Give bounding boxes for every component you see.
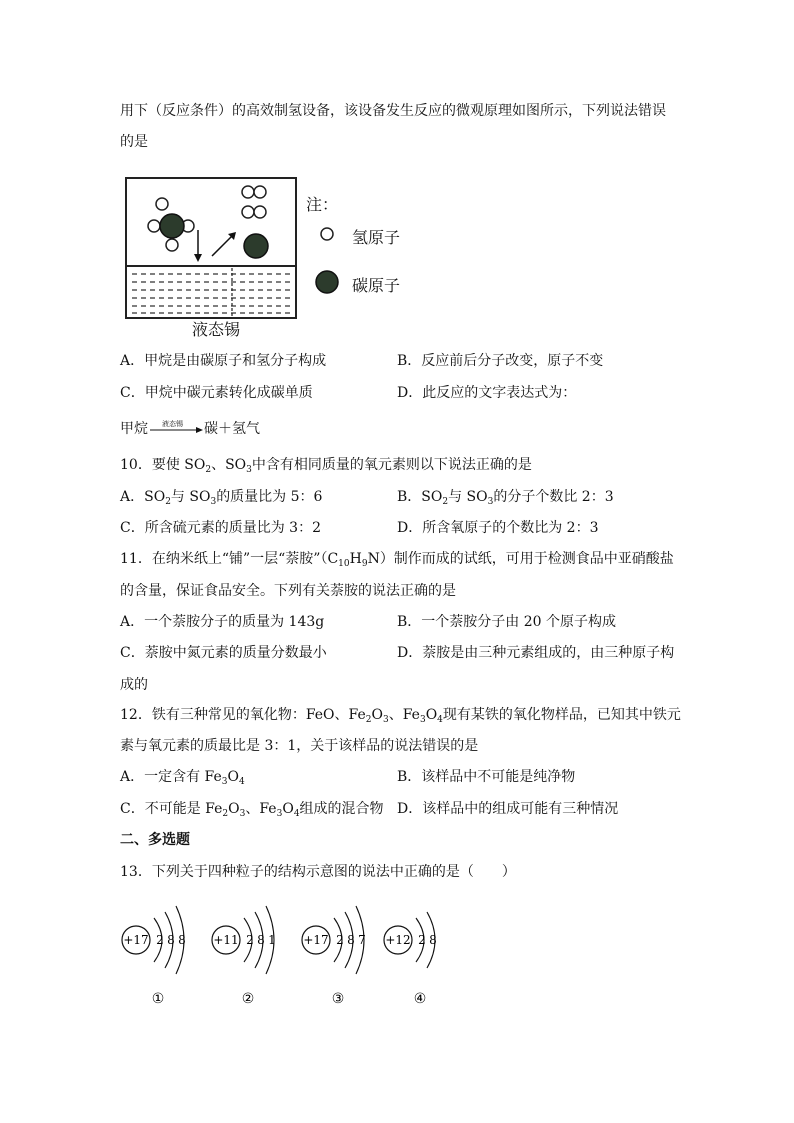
q10-a-mid: 与 SO xyxy=(170,489,211,505)
q13-stem: 13．下列关于四种粒子的结构示意图的说法中正确的是（ ） xyxy=(120,864,516,880)
q11-stem-post: N）制作而成的试纸，可用于检测食品中亚硝酸盐 xyxy=(367,551,674,567)
q11-option-b: B．一个萘胺分子由 20 个原子构成 xyxy=(397,614,617,630)
q12-sep: 、Fe xyxy=(388,707,420,723)
q11-stem-line1 xyxy=(120,549,674,569)
q12-sub4: 4 xyxy=(437,715,443,725)
q12-stem-line2: 素与氧元素的质最比是 3：1，关于该样品的说法错误的是 xyxy=(120,738,479,754)
q12-a-sub1: 3 xyxy=(221,777,228,787)
legend-carbon-label: 碳原子 xyxy=(352,276,401,295)
q12-c-post: 组成的混合物 xyxy=(299,801,384,817)
q10-stem-mid: 、SO xyxy=(211,457,247,473)
q11-stem-pre: 11．在纳米纸上“铺”一层“萘胺”（C xyxy=(120,551,339,567)
q9-equation xyxy=(120,419,260,439)
particle-3 xyxy=(302,906,366,1007)
q9-option-a: A．甲烷是由碳原子和氢分子构成 xyxy=(120,353,327,369)
legend-hydrogen-icon xyxy=(321,228,333,240)
electron-count: 8 xyxy=(257,933,265,947)
nucleus-charge: +12 xyxy=(385,933,411,947)
particle-label: ④ xyxy=(413,991,427,1007)
q10-b-post: 的分子个数比 2：3 xyxy=(493,489,614,505)
electron-count: 7 xyxy=(358,933,366,947)
q12-c-sub1: 2 xyxy=(222,809,229,819)
particles-svg xyxy=(110,895,470,1015)
q12-stem-line1 xyxy=(120,705,681,725)
q10-a-post: 的质量比为 5：6 xyxy=(216,489,323,505)
q12-sub3: 3 xyxy=(419,715,426,725)
q11-option-d-line2: 成的 xyxy=(120,677,148,693)
eq-condition: 液态锡 xyxy=(162,420,183,428)
liquid-dashes xyxy=(132,274,290,313)
q10-option-b: B．$SO_2$与 $SO_3$的分子个数比 2：3 xyxy=(397,489,614,507)
eq-products: 碳＋氢气 xyxy=(204,421,260,437)
nucleus-charge: +11 xyxy=(213,933,239,947)
nucleus-charge: +17 xyxy=(303,933,329,947)
q12-option-d: D．该样品中的组成可能有三种情况 xyxy=(397,801,619,817)
electron-count: 8 xyxy=(167,933,175,947)
legend-note: 注： xyxy=(306,195,339,214)
q11-option-a: A．一个萘胺分子的质量为 143g xyxy=(120,614,325,630)
q10-option-c: C．所含硫元素的质量比为 3：2 xyxy=(120,520,321,536)
liquid-tin-label: 液态锡 xyxy=(192,320,241,339)
q11-stem-line2: 的含量，保证食品安全。下列有关萘胺的说法正确的是 xyxy=(120,583,456,599)
q9-option-b: B．反应前后分子改变，原子不变 xyxy=(397,353,604,369)
particle-label: ② xyxy=(241,991,255,1007)
q9-option-c: C．甲烷中碳元素转化成碳单质 xyxy=(120,385,313,401)
nucleus-charge: +17 xyxy=(123,933,149,947)
electron-count: 8 xyxy=(178,933,186,947)
electron-count: 2 xyxy=(246,933,254,947)
up-arrow xyxy=(212,236,232,256)
q12-c-pre: C．不可能是 Fe xyxy=(120,801,223,817)
q12-option-c xyxy=(120,799,384,819)
electron-count: 2 xyxy=(418,933,426,947)
electron-count: 2 xyxy=(336,933,344,947)
q11-option-d-line1: D．萘胺是由三种元素组成的，由三种原子构 xyxy=(397,645,675,661)
container-box xyxy=(126,178,296,318)
q12-a-pre: A．一定含有 Fe xyxy=(120,769,222,785)
electron-count: 8 xyxy=(429,933,437,947)
q12-c-sub4: 4 xyxy=(293,809,300,819)
q9-option-d: D．此反应的文字表达式为： xyxy=(397,385,577,401)
q12-option-a xyxy=(120,767,245,787)
q12-sub2: 3 xyxy=(382,715,389,725)
particle-2 xyxy=(212,906,276,1007)
hydrogen-molecules xyxy=(242,186,266,218)
particle-4 xyxy=(384,912,437,1007)
q9-reaction-figure xyxy=(120,170,420,340)
methane-molecule xyxy=(148,198,194,251)
electron-count: 2 xyxy=(156,933,164,947)
particle-1 xyxy=(122,906,186,1007)
q11-sub-h: 9 xyxy=(361,559,368,569)
q11-sub-c: 10 xyxy=(338,559,350,569)
q10-stem-post: 中含有相同质量的氧元素则以下说法正确的是 xyxy=(251,457,532,473)
q12-a-o: O xyxy=(227,769,240,785)
q12-c-sub2: 3 xyxy=(239,809,246,819)
section-title: 二、多选题 xyxy=(120,832,190,848)
q10-b-pre: B．SO xyxy=(397,489,443,505)
q10-a-pre: A．SO xyxy=(120,489,166,505)
q10-option-a: A．$SO_2$与 $SO_3$的质量比为 5：6 xyxy=(120,489,323,507)
q12-a-sub2: 4 xyxy=(239,777,245,787)
q9-stem-line1: 用下（反应条件）的高效制氢设备，该设备发生反应的微观原理如图所示，下列说法错误 xyxy=(120,103,666,119)
q9-reaction-svg xyxy=(120,170,420,340)
q11-option-c: C．萘胺中氮元素的质量分数最小 xyxy=(120,645,327,661)
carbon-product xyxy=(244,234,268,258)
particle-label: ① xyxy=(151,991,165,1007)
q10-b-mid: 与 SO xyxy=(448,489,488,505)
q9-stem-line2: 的是 xyxy=(120,134,148,150)
q12-sub1: 2 xyxy=(365,715,372,725)
electron-count: 1 xyxy=(268,933,276,947)
q12-c-sub3: 3 xyxy=(276,809,283,819)
eq-arrow xyxy=(148,422,204,436)
eq-reactant: 甲烷 xyxy=(120,421,148,437)
q10-stem: 10．要使 $SO_2$、$SO_3$中含有相同质量的氧元素则以下说法正确的是 xyxy=(120,457,532,475)
legend-hydrogen-label: 氢原子 xyxy=(352,228,401,247)
q12-c-o1: O xyxy=(228,801,240,817)
electron-count: 8 xyxy=(347,933,355,947)
q12-stem-post: 现有某铁的氧化物样品，已知其中铁元 xyxy=(442,707,681,723)
legend-carbon-icon xyxy=(316,271,338,293)
q10-stem-pre: 10．要使 SO xyxy=(120,457,206,473)
q13-particle-diagrams xyxy=(110,895,470,1015)
q12-option-b: B．该样品中不可能是纯净物 xyxy=(397,769,576,785)
q11-h: H xyxy=(349,551,362,567)
q12-c-sep: 、Fe xyxy=(245,801,277,817)
q12-c-o2: O xyxy=(282,801,294,817)
particle-label: ③ xyxy=(331,991,345,1007)
q12-o1: O xyxy=(371,707,383,723)
q10-option-d: D．所含氧原子的个数比为 2：3 xyxy=(397,520,599,536)
q12-stem-pre: 12．铁有三种常见的氧化物：FeO、Fe xyxy=(120,707,366,723)
q12-o2: O xyxy=(425,707,438,723)
